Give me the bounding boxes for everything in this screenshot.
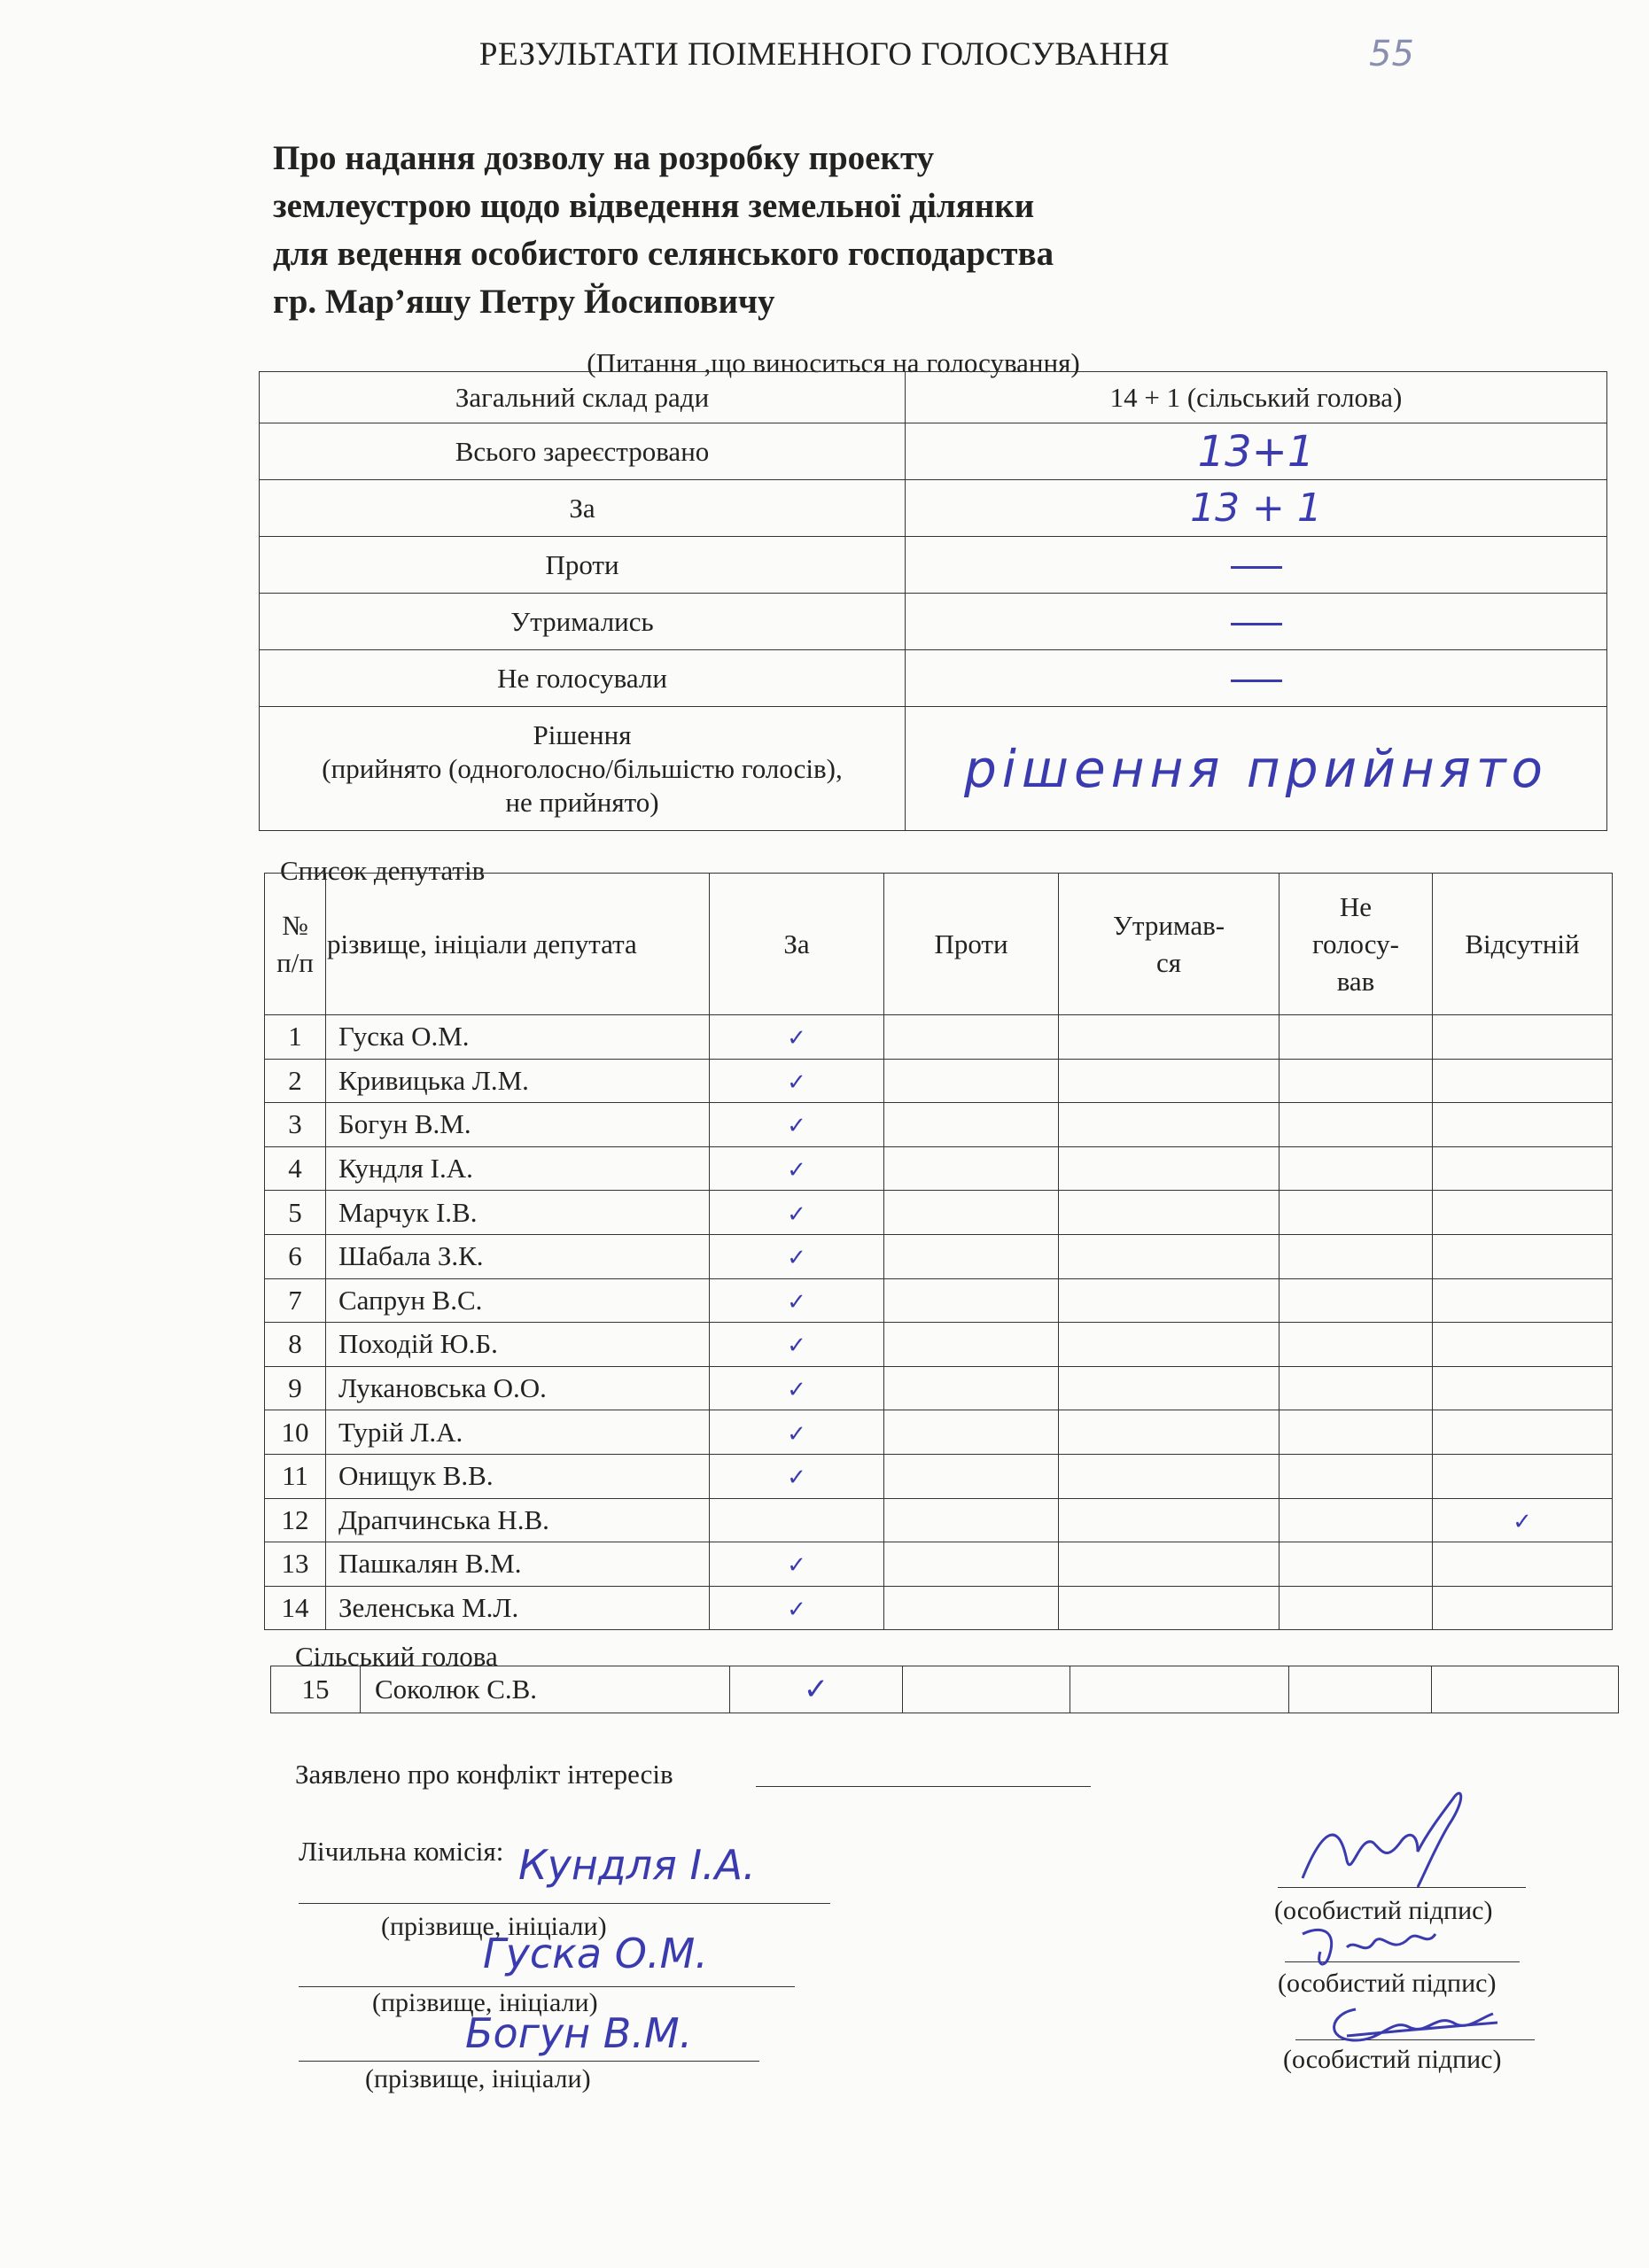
check-icon: ✓ xyxy=(787,1113,806,1140)
summary-row-total xyxy=(260,372,1607,423)
vote-cell-against xyxy=(884,1323,1059,1367)
decision-value-cell xyxy=(906,707,1607,831)
check-icon: ✓ xyxy=(787,1596,806,1624)
vote-cell-for xyxy=(710,1146,884,1191)
subject-line-1: Про надання дозволу на розробку проекту xyxy=(273,139,935,177)
vote-cell-absent xyxy=(1433,1103,1613,1147)
vote-cell-against xyxy=(884,1542,1059,1587)
for-label: За xyxy=(260,480,906,537)
registered-label: Всього зареєстровано xyxy=(260,423,906,480)
vote-cell-against xyxy=(884,1278,1059,1323)
member-1-name-line xyxy=(299,1903,830,1904)
vote-cell-against xyxy=(884,1191,1059,1235)
deputies-header-row xyxy=(265,874,1613,1015)
vote-cell-not-voted xyxy=(1280,1015,1433,1060)
deputy-name: Лукановська О.О. xyxy=(326,1366,710,1410)
check-icon: ✓ xyxy=(787,1025,806,1052)
vote-cell-against xyxy=(884,1015,1059,1060)
deputy-num: 1 xyxy=(265,1015,326,1060)
head-against-cell xyxy=(903,1666,1070,1713)
vote-cell-absent xyxy=(1433,1323,1613,1367)
member-1-sign-hint: (особистий підпис) xyxy=(1274,1896,1493,1925)
vote-cell-for xyxy=(710,1234,884,1278)
vote-cell-for xyxy=(710,1323,884,1367)
decision-label xyxy=(260,707,906,831)
vote-cell-against xyxy=(884,1146,1059,1191)
vote-cell-abstained xyxy=(1059,1234,1280,1278)
check-icon: ✓ xyxy=(787,1552,806,1580)
vote-cell-not-voted xyxy=(1280,1586,1433,1630)
vote-cell-abstained xyxy=(1059,1542,1280,1587)
deputy-num: 14 xyxy=(265,1586,326,1630)
member-2-sign-hint: (особистий підпис) xyxy=(1278,1969,1497,1998)
deputy-num: 12 xyxy=(265,1498,326,1542)
registered-value: 13+1 xyxy=(1197,426,1315,477)
col-abstained-header xyxy=(1059,874,1280,1015)
summary-row-for xyxy=(260,480,1607,537)
commission-label: Лічильна комісія: xyxy=(299,1836,504,1867)
conflict-label: Заявлено про конфлікт інтересів xyxy=(295,1759,673,1790)
dash-mark xyxy=(1231,680,1282,682)
deputy-row xyxy=(265,1103,1613,1147)
deputies-list-caption: Список депутатів xyxy=(280,855,486,886)
vote-cell-absent xyxy=(1433,1542,1613,1587)
for-value: 13 + 1 xyxy=(1190,485,1322,531)
check-icon: ✓ xyxy=(787,1332,806,1360)
abstained-value-cell xyxy=(906,594,1607,650)
vote-cell-absent xyxy=(1433,1498,1613,1542)
vote-cell-absent xyxy=(1433,1454,1613,1498)
deputies-body xyxy=(265,1015,1613,1630)
decision-label-line-2: (прийнято (одноголосно/більшістю голосів), xyxy=(322,752,843,784)
vote-cell-abstained xyxy=(1059,1323,1280,1367)
deputy-num: 4 xyxy=(265,1146,326,1191)
member-2-name-hint: (прізвище, ініціали) xyxy=(372,1988,598,2017)
col-absent-header: Відсутній xyxy=(1433,874,1613,1015)
col-abstained-line-1: Утримав- xyxy=(1112,909,1225,941)
vote-cell-not-voted xyxy=(1280,1410,1433,1455)
vote-cell-against xyxy=(884,1586,1059,1630)
col-name-header: різвище, ініціали депутата xyxy=(326,874,710,1015)
vote-cell-not-voted xyxy=(1280,1323,1433,1367)
vote-cell-abstained xyxy=(1059,1146,1280,1191)
question-caption: (Питання ,що виноситься на голосування) xyxy=(587,347,1080,378)
total-label: Загальний склад ради xyxy=(260,372,906,423)
for-value-cell xyxy=(906,480,1607,537)
vote-cell-absent xyxy=(1433,1059,1613,1103)
not-voted-label: Не голосували xyxy=(260,650,906,707)
signature-1 xyxy=(1285,1781,1489,1896)
against-label: Проти xyxy=(260,537,906,594)
vote-cell-abstained xyxy=(1059,1191,1280,1235)
vote-cell-against xyxy=(884,1059,1059,1103)
vote-cell-absent xyxy=(1433,1366,1613,1410)
check-icon: ✓ xyxy=(787,1288,806,1316)
head-name: Соколюк С.В. xyxy=(361,1666,730,1713)
vote-cell-not-voted xyxy=(1280,1498,1433,1542)
vote-cell-for xyxy=(710,1059,884,1103)
deputy-row xyxy=(265,1586,1613,1630)
vote-cell-absent xyxy=(1433,1146,1613,1191)
vote-cell-for xyxy=(710,1542,884,1587)
member-2-name-handwritten: Гуска О.М. xyxy=(483,1930,708,1977)
vote-cell-against xyxy=(884,1366,1059,1410)
vote-cell-absent xyxy=(1433,1015,1613,1060)
head-for-cell xyxy=(730,1666,903,1713)
deputy-name: Зеленська М.Л. xyxy=(326,1586,710,1630)
deputy-num: 13 xyxy=(265,1542,326,1587)
deputy-name: Гуска О.М. xyxy=(326,1015,710,1060)
vote-cell-not-voted xyxy=(1280,1059,1433,1103)
abstained-label: Утримались xyxy=(260,594,906,650)
member-1-name-handwritten: Кундля І.А. xyxy=(518,1841,756,1889)
signature-2 xyxy=(1294,1921,1453,1974)
vote-cell-for xyxy=(710,1410,884,1455)
dash-mark xyxy=(1231,566,1282,569)
deputy-name: Походій Ю.Б. xyxy=(326,1323,710,1367)
signature-3 xyxy=(1311,1992,1506,2054)
deputy-name: Онищук В.В. xyxy=(326,1454,710,1498)
vote-cell-not-voted xyxy=(1280,1366,1433,1410)
vote-cell-not-voted xyxy=(1280,1542,1433,1587)
vote-cell-abstained xyxy=(1059,1366,1280,1410)
vote-cell-against xyxy=(884,1454,1059,1498)
summary-row-abstained xyxy=(260,594,1607,650)
deputies-table xyxy=(264,873,1613,1630)
not-voted-value-cell xyxy=(906,650,1607,707)
vote-cell-not-voted xyxy=(1280,1278,1433,1323)
deputy-name: Турій Л.А. xyxy=(326,1410,710,1455)
col-for-header: За xyxy=(710,874,884,1015)
vote-cell-for xyxy=(710,1278,884,1323)
vote-cell-abstained xyxy=(1059,1015,1280,1060)
deputy-row xyxy=(265,1410,1613,1455)
deputy-row xyxy=(265,1498,1613,1542)
col-not-voted-header xyxy=(1280,874,1433,1015)
summary-row-decision xyxy=(260,707,1607,831)
check-icon: ✓ xyxy=(787,1464,806,1492)
vote-cell-absent xyxy=(1433,1234,1613,1278)
page-title: РЕЗУЛЬТАТИ ПОІМЕННОГО ГОЛОСУВАННЯ xyxy=(478,36,1171,73)
vote-cell-against xyxy=(884,1234,1059,1278)
deputy-name: Кривицька Л.М. xyxy=(326,1059,710,1103)
deputy-num: 2 xyxy=(265,1059,326,1103)
vote-cell-abstained xyxy=(1059,1454,1280,1498)
col-not-voted-line-1: Не xyxy=(1339,890,1373,922)
decision-value: рішення прийнято xyxy=(963,738,1549,799)
check-icon: ✓ xyxy=(787,1420,806,1448)
col-num-line-2: п/п xyxy=(276,946,314,978)
col-num-line-1: № xyxy=(282,909,308,941)
deputy-name: Сапрун В.С. xyxy=(326,1278,710,1323)
check-icon: ✓ xyxy=(787,1157,806,1184)
deputy-name: Пашкалян В.М. xyxy=(326,1542,710,1587)
check-icon: ✓ xyxy=(787,1377,806,1404)
deputy-row xyxy=(265,1191,1613,1235)
vote-cell-for xyxy=(710,1366,884,1410)
decision-label-line-3: не прийнято) xyxy=(505,786,659,818)
summary-table xyxy=(259,371,1607,831)
deputy-row xyxy=(265,1278,1613,1323)
vote-cell-abstained xyxy=(1059,1498,1280,1542)
member-3-name-handwritten: Богун В.М. xyxy=(465,2009,693,2057)
vote-cell-absent xyxy=(1433,1410,1613,1455)
check-icon: ✓ xyxy=(803,1672,829,1707)
check-icon: ✓ xyxy=(1513,1508,1532,1535)
member-3-name-line xyxy=(299,2061,759,2062)
vote-cell-not-voted xyxy=(1280,1234,1433,1278)
total-value: 14 + 1 (сільський голова) xyxy=(906,372,1607,423)
decision-label-line-1: Рішення xyxy=(533,718,632,750)
deputy-row xyxy=(265,1542,1613,1587)
deputy-num: 9 xyxy=(265,1366,326,1410)
against-value-cell xyxy=(906,537,1607,594)
vote-cell-abstained xyxy=(1059,1103,1280,1147)
head-absent-cell xyxy=(1432,1666,1619,1713)
vote-cell-for xyxy=(710,1103,884,1147)
member-1-name-hint: (прізвище, ініціали) xyxy=(381,1912,607,1941)
head-num: 15 xyxy=(271,1666,361,1713)
deputy-num: 3 xyxy=(265,1103,326,1147)
head-abstained-cell xyxy=(1070,1666,1289,1713)
deputy-name: Шабала З.К. xyxy=(326,1234,710,1278)
member-3-name-hint: (прізвище, ініціали) xyxy=(365,2064,591,2093)
vote-cell-for xyxy=(710,1586,884,1630)
vote-cell-abstained xyxy=(1059,1278,1280,1323)
subject-line-2: землеустрою щодо відведення земельної ділянки xyxy=(273,187,1035,225)
deputy-name: Богун В.М. xyxy=(326,1103,710,1147)
vote-cell-for xyxy=(710,1454,884,1498)
deputy-row xyxy=(265,1234,1613,1278)
head-not-voted-cell xyxy=(1289,1666,1432,1713)
page-number: 55 xyxy=(1369,34,1414,74)
vote-cell-abstained xyxy=(1059,1410,1280,1455)
head-row xyxy=(271,1666,1619,1713)
vote-subject xyxy=(273,135,1054,326)
vote-cell-for xyxy=(710,1191,884,1235)
deputy-row xyxy=(265,1454,1613,1498)
head-caption: Сільський голова xyxy=(295,1641,498,1672)
deputy-name: Марчук І.В. xyxy=(326,1191,710,1235)
deputy-name: Драпчинська Н.В. xyxy=(326,1498,710,1542)
col-num-header xyxy=(265,874,326,1015)
deputy-row xyxy=(265,1323,1613,1367)
deputy-num: 6 xyxy=(265,1234,326,1278)
vote-cell-against xyxy=(884,1410,1059,1455)
check-icon: ✓ xyxy=(787,1200,806,1228)
deputy-row xyxy=(265,1015,1613,1060)
deputy-num: 8 xyxy=(265,1323,326,1367)
summary-row-registered xyxy=(260,423,1607,480)
col-not-voted-line-3: вав xyxy=(1336,965,1375,997)
subject-line-4: гр. Мар’яшу Петру Йосиповичу xyxy=(273,283,775,321)
vote-cell-against xyxy=(884,1103,1059,1147)
deputy-name: Кундля І.А. xyxy=(326,1146,710,1191)
vote-cell-for xyxy=(710,1498,884,1542)
vote-cell-abstained xyxy=(1059,1586,1280,1630)
summary-row-not-voted xyxy=(260,650,1607,707)
subject-line-3: для ведення особистого селянського господарства xyxy=(273,235,1054,273)
deputy-row xyxy=(265,1059,1613,1103)
vote-cell-not-voted xyxy=(1280,1454,1433,1498)
col-against-header: Проти xyxy=(884,874,1059,1015)
check-icon: ✓ xyxy=(787,1068,806,1096)
vote-cell-abstained xyxy=(1059,1059,1280,1103)
deputy-row xyxy=(265,1146,1613,1191)
vote-cell-absent xyxy=(1433,1586,1613,1630)
member-3-sign-hint: (особистий підпис) xyxy=(1283,2045,1502,2074)
vote-cell-not-voted xyxy=(1280,1146,1433,1191)
vote-cell-for xyxy=(710,1015,884,1060)
dash-mark xyxy=(1231,623,1282,625)
col-not-voted-line-2: голосу- xyxy=(1312,928,1399,959)
conflict-blank-line xyxy=(756,1786,1091,1787)
member-2-name-line xyxy=(299,1986,795,1987)
head-table xyxy=(270,1666,1619,1713)
col-abstained-line-2: ся xyxy=(1155,946,1182,978)
registered-value-cell xyxy=(906,423,1607,480)
check-icon: ✓ xyxy=(787,1245,806,1272)
vote-cell-absent xyxy=(1433,1278,1613,1323)
deputy-num: 10 xyxy=(265,1410,326,1455)
summary-row-against xyxy=(260,537,1607,594)
vote-cell-against xyxy=(884,1498,1059,1542)
deputy-num: 11 xyxy=(265,1454,326,1498)
deputy-row xyxy=(265,1366,1613,1410)
vote-cell-not-voted xyxy=(1280,1103,1433,1147)
vote-cell-not-voted xyxy=(1280,1191,1433,1235)
deputy-num: 5 xyxy=(265,1191,326,1235)
vote-cell-absent xyxy=(1433,1191,1613,1235)
deputy-num: 7 xyxy=(265,1278,326,1323)
